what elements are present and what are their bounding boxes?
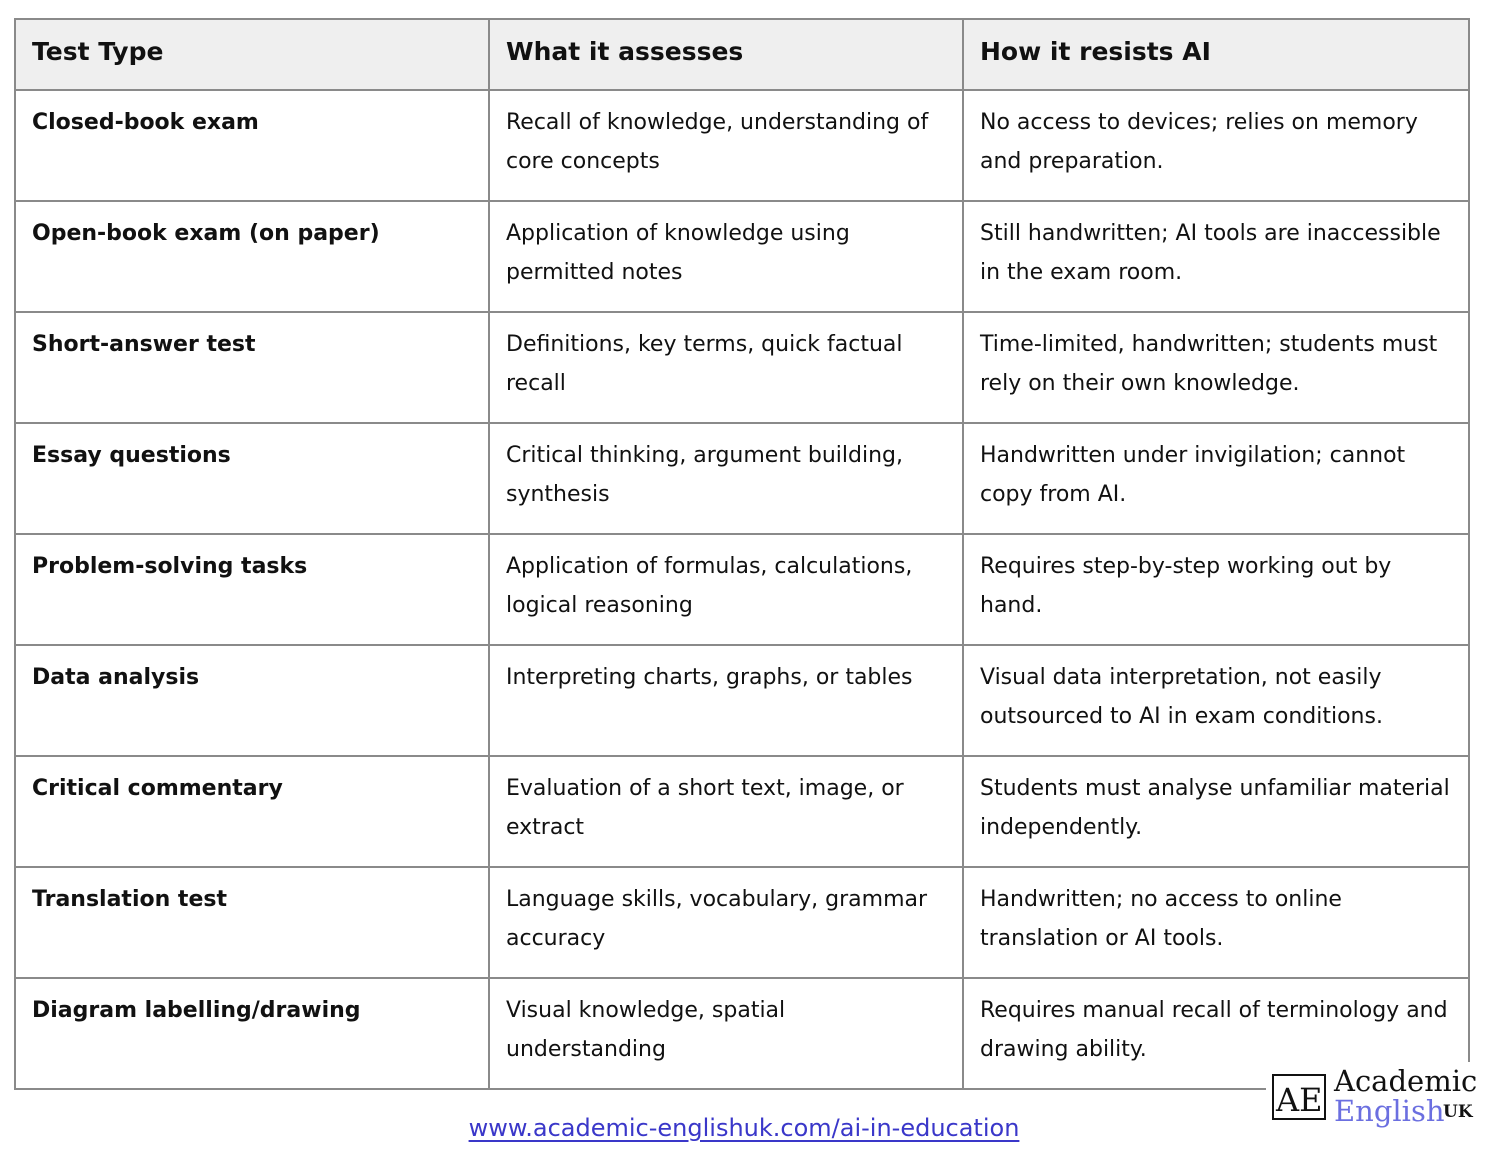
- cell-assesses: Interpreting charts, graphs, or tables: [489, 645, 963, 756]
- cell-resists: Still handwritten; AI tools are inaccessible in the exam room.: [963, 201, 1469, 312]
- cell-test-type: Translation test: [15, 867, 489, 978]
- cell-test-type: Essay questions: [15, 423, 489, 534]
- table-row: [15, 312, 1469, 423]
- cell-assesses: Language skills, vocabulary, grammar accuracy: [489, 867, 963, 978]
- website-link[interactable]: www.academic-englishuk.com/ai-in-education: [468, 1114, 1020, 1142]
- cell-test-type: Short-answer test: [15, 312, 489, 423]
- logo-word-uk: UK: [1443, 1102, 1473, 1122]
- header-test-type: Test Type: [15, 19, 489, 90]
- cell-resists: Handwritten under invigilation; cannot copy from AI.: [963, 423, 1469, 534]
- cell-assesses: Application of formulas, calculations, logical reasoning: [489, 534, 963, 645]
- cell-test-type: Open-book exam (on paper): [15, 201, 489, 312]
- cell-test-type: Diagram labelling/drawing: [15, 978, 489, 1089]
- cell-assesses: Evaluation of a short text, image, or extract: [489, 756, 963, 867]
- table-header-row: [15, 19, 1469, 90]
- cell-resists: Students must analyse unfamiliar material independently.: [963, 756, 1469, 867]
- table-row: [15, 90, 1469, 201]
- cell-test-type: Problem-solving tasks: [15, 534, 489, 645]
- cell-resists: No access to devices; relies on memory and preparation.: [963, 90, 1469, 201]
- header-how-it-resists-ai: How it resists AI: [963, 19, 1469, 90]
- table-row: [15, 756, 1469, 867]
- cell-assesses: Definitions, key terms, quick factual recall: [489, 312, 963, 423]
- assessment-table: [14, 18, 1470, 1090]
- header-what-it-assesses: What it assesses: [489, 19, 963, 90]
- cell-resists: Requires manual recall of terminology and drawing ability.: [963, 978, 1469, 1089]
- table-row: [15, 645, 1469, 756]
- cell-resists: Requires step-by-step working out by hand.: [963, 534, 1469, 645]
- table-row: [15, 978, 1469, 1089]
- cell-assesses: Recall of knowledge, understanding of core concepts: [489, 90, 963, 201]
- cell-resists: Handwritten; no access to online translation or AI tools.: [963, 867, 1469, 978]
- cell-test-type: Data analysis: [15, 645, 489, 756]
- cell-assesses: Critical thinking, argument building, synthesis: [489, 423, 963, 534]
- cell-assesses: Application of knowledge using permitted notes: [489, 201, 963, 312]
- table-row: [15, 201, 1469, 312]
- cell-resists: Time-limited, handwritten; students must rely on their own knowledge.: [963, 312, 1469, 423]
- logo-word-academic: Academic: [1334, 1064, 1478, 1098]
- logo-word-english: English: [1334, 1094, 1445, 1128]
- cell-assesses: Visual knowledge, spatial understanding: [489, 978, 963, 1089]
- table-row: [15, 423, 1469, 534]
- table-row: [15, 534, 1469, 645]
- svg-text:AE: AE: [1276, 1081, 1323, 1118]
- cell-resists: Visual data interpretation, not easily outsourced to AI in exam conditions.: [963, 645, 1469, 756]
- cell-test-type: Closed-book exam: [15, 90, 489, 201]
- cell-test-type: Critical commentary: [15, 756, 489, 867]
- table-row: [15, 867, 1469, 978]
